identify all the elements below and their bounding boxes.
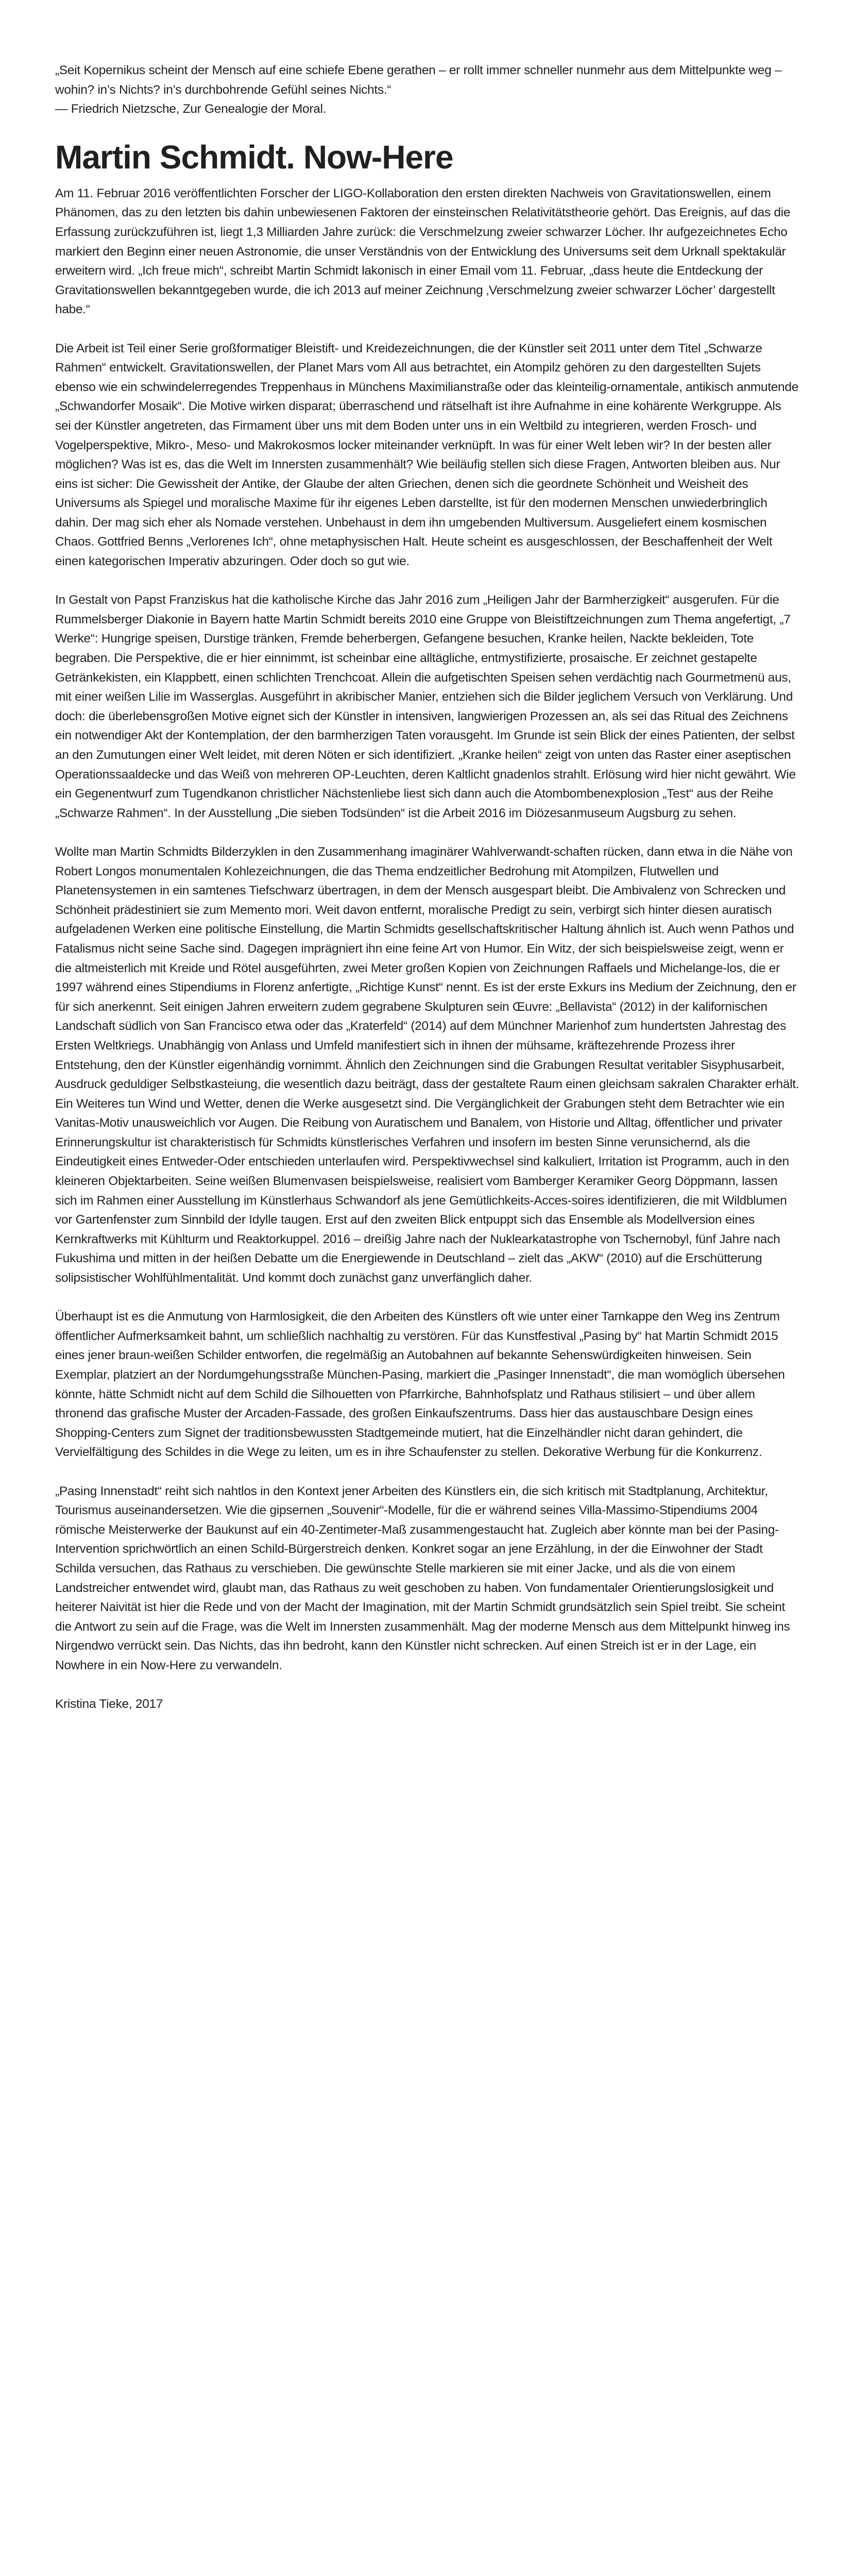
- paragraph: Die Arbeit ist Teil einer Serie großformatiger Bleistift- und Kreidezeichnungen, die der Künstler seit 2011 unter dem Titel „Schwarze Rahmen“ entwickelt. Gravitationswellen, der Planet Mars vom All aus betrachtet, ein Atompilz gehören zu den dargestellten Sujets ebenso wie ein schwindelerregendes Treppenhaus in Münchens Maximilianstraße oder das kleinteilig-ornamentale, antikisch anmutende „Schwandorfer Mosaik“. Die Motive wirken disparat; überraschend und rätselhaft ist ihre Aufnahme in eine kohärente Werkgruppe. Als sei der Künstler angetreten, das Firmament über uns mit dem Boden unter uns in ein Weltbild zu integrieren, werden Frosch- und Vogelperspektive, Mikro-, Meso- und Makrokosmos locker miteinander verknüpft. In was für einer Welt leben wir? In der besten aller möglichen? Was ist es, das die Welt im Innersten zusammenhält? Wie beiläufig stellen sich diese Fragen, Antworten bleiben aus. Nur eins ist sicher: Die Gewissheit der Antike, der Glaube der alten Griechen, denen sich die geordnete Schönheit und Weisheit des Universums als Spiegel und moralische Maxime für ihr eigenes Leben darstellte, ist für den modernen Menschen unwiederbringlich dahin. Der mag sich eher als Nomade verstehen. Unbehaust in dem ihn umgebenden Multiversum. Ausgeliefert einem kosmischen Chaos. Gottfried Benns „Verlorenes Ich“, ohne metaphysischen Halt. Heute scheint es ausgeschlossen, der Beschaffenheit der Welt einen kategorischen Imperativ abzuringen. Oder doch so gut wie.: [55, 341, 799, 569]
- paragraph: In Gestalt von Papst Franziskus hat die katholische Kirche das Jahr 2016 zum „Heiligen Jahr der Barmherzigkeit“ ausgerufen. Für die Rummelsberger Diakonie in Bayern hatte Martin Schmidt bereits 2010 eine Gruppe von Bleistiftzeichnungen zum Thema angefertigt, „7 Werke“: Hungrige speisen, Durstige tränken, Fremde beherbergen, Gefangene besuchen, Kranke heilen, Nackte bekleiden, Tote begraben. Die Perspektive, die er hier einnimmt, ist scheinbar eine alltägliche, entmystifizierte, prosaische. Er zeichnet gestapelte Getränkekisten, ein Klappbett, einen schlichten Trenchcoat. Allein die aufgetischten Speisen sehen verdächtig nach Gourmetmenü aus, mit einer weißen Lilie im Wasserglas. Ausgeführt in akribischer Manier, entziehen sich die Bilder jeglichem Versuch von Verklärung. Und doch: die überlebensgroßen Motive eignet sich der Künstler in intensiven, langwierigen Prozessen an, als sei das Ritual des Zeichnens ein notwendiger Akt der Kontemplation, der den barmherzigen Taten vorausgeht. Im Grunde ist sein Blick der eines Patienten, der selbst an den Zumutungen einer Welt leidet, mit deren Nöten er sich identifiziert. „Kranke heilen“ zeigt von unten das Raster einer aseptischen Operationssaaldecke und das Weiß von mehreren OP-Leuchten, deren Kaltlicht gnadenlos strahlt. Erlösung wird hier nicht gewährt. Wie ein Gegenentwurf zum Tugendkanon christlicher Nächstenliebe liest sich dann auch die Atombombenexplosion „Test“ aus der Reihe „Schwarze Rahmen“. In der Ausstellung „Die sieben Todsünden“ ist die Arbeit 2016 im Diözesanmuseum Augsburg zu sehen.: [55, 593, 796, 820]
- paragraph: Wollte man Martin Schmidts Bilderzyklen in den Zusammenhang imaginärer Wahlverwandt-schaften rücken, dann etwa in die Nähe von Robert Longos monumentalen Kohlezeichnungen, die das Thema endzeitlicher Bedrohung mit Atompilzen, Flutwellen und Planetensystemen in ein samtenes Tiefschwarz übertragen, in dem der Mensch ausgespart bleibt. Die Ambivalenz von Schrecken und Schönheit prädestiniert sie zum Memento mori. Weit davon entfernt, moralische Predigt zu sein, verbirgt sich hinter diesen auratisch aufgeladenen Werken eine politische Einstellung, die Martin Schmidts gesellschaftskritischer Haltung ähnlich ist. Auch wenn Pathos und Fatalismus nicht seine Sache sind. Dagegen imprägniert ihn eine feine Art von Humor. Ein Witz, der sich beispielsweise zeigt, wenn er die altmeisterlich mit Kreide und Rötel ausgeführten, zwei Meter großen Kopien von Zeichnungen Raffaels und Michelange-los, die er 1997 während eines Stipendiums in Florenz anfertigte, „Richtige Kunst“ nennt. Es ist der erste Exkurs ins Medium der Zeichnung, den er für sich anerkennt. Seit einigen Jahren erweitern zudem gegrabene Skulpturen sein Œuvre: „Bellavista“ (2012) in der kalifornischen Landschaft südlich von San Francisco etwa oder das „Kraterfeld“ (2014) auf dem Münchner Marienhof zum hundertsten Jahrestag des Ersten Weltkriegs. Unabhängig von Anlass und Umfeld manifestiert sich in ihnen der mühsame, kräftezehrende Prozess ihrer Entstehung, den der Künstler eigenhändig vornimmt. Ähnlich den Zeichnungen sind die Grabungen Resultat veritabler Sisyphusarbeit, Ausdruck geduldiger Selbstkasteiung, die wesentlich dazu beiträgt, dass der gestaltete Raum einen gleichsam sakralen Charakter erhält. Ein Weiteres tun Wind und Wetter, denen die Werke ausgesetzt sind. Die Vergänglichkeit der Grabungen steht dem Betrachter wie ein Vanitas-Motiv unausweichlich vor Augen. Die Reibung von Auratischem und Banalem, von Historie und Alltag, öffentlicher und privater Erinnerungskultur ist charakteristisch für Schmidts künstlerisches Verfahren und insofern im besten Sinne verunsichernd, als die Eindeutigkeit eines Entweder-Oder entschieden unterlaufen wird. Perspektivwechsel sind kalkuliert, Irritation ist Programm, auch in den kleineren Objektarbeiten. Seine weißen Blumenvasen beispielsweise, realisiert vom Bamberger Keramiker Georg Döppmann, lassen sich im Rahmen einer Ausstellung im Künstlerhaus Schwandorf als jene Gemütlichkeits-Acces-soires identifizieren, die mit Wildblumen vor Gartenfenster zum Sinnbild der Idylle taugen. Erst auf den zweiten Blick entpuppt sich das Ensemble als Modellversion eines Kernkraftwerks mit Kühlturm und Reaktorkuppel. 2016 – dreißig Jahre nach der Nuklearkatastrophe von Tschernobyl, fünf Jahre nach Fukushima und mitten in der heißen Debatte um die Energiewende in Deutschland – zielt das „AKW“ (2010) auf die Erschütterung solipsistischer Wohlfühlmentalität. Und kommt doch zunächst ganz unverfänglich daher.: [55, 844, 799, 1285]
- paragraph: „Pasing Innenstadt“ reiht sich nahtlos in den Kontext jener Arbeiten des Künstlers ein, die sich kritisch mit Stadtplanung, Architektur, Tourismus auseinandersetzen. Wie die gipsernen „Souvenir“-Modelle, für die er während seines Villa-Massimo-Stipendiums 2004 römische Meisterwerke der Baukunst auf ein 40-Zentimeter-Maß zusammengestaucht hat. Zugleich aber könnte man bei der Pasing-Intervention sprichwörtlich an einen Schild-Bürgerstreich denken. Konkret sogar an jene Erzählung, in der die Einwohner der Stadt Schilda versuchen, das Rathaus zu verschieben. Die gewünschte Stelle markieren sie mit einer Jacke, und als die von einem Landstreicher entwendet wird, glaubt man, das Rathaus zu weit geschoben zu haben. Von fundamentaler Orientierungslosigkeit und heiterer Naivität ist hier die Rede und von der Macht der Imagination, mit der Martin Schmidt grundsätzlich sein Spiel treibt. Sie scheint die Antwort zu sein auf die Frage, was die Welt im Innersten zusammenhält. Mag der moderne Mensch aus dem Mittelpunkt hinweg ins Nirgendwo verrückt sein. Das Nichts, das ihn bedroht, kann den Künstler nicht schrecken. Auf einen Streich ist er in der Lage, ein Nowhere in ein Now-Here zu verwandeln.: [55, 1484, 790, 1672]
- epigraph-quote: „Seit Kopernikus scheint der Mensch auf eine schiefe Ebene gerathen – er rollt immer schneller nunmehr aus dem Mittelpunkte weg – wohin? in’s Nichts? in’s durchbohrende Gefühl seines Nichts.“: [55, 63, 782, 97]
- epigraph-attribution: — Friedrich Nietzsche, Zur Genealogie der Moral.: [55, 102, 327, 116]
- paragraph: Am 11. Februar 2016 veröffentlichten Forscher der LIGO-Kollaboration den ersten direkten Nachweis von Gravitationswellen, einem Phänomen, das zu den letzten bis dahin unbewiesenen Faktoren der einsteinschen Relativitätstheorie gehört. Das Ereignis, auf das die Erfassung zurückzuführen ist, liegt 1,3 Milliarden Jahre zurück: die Verschmelzung zweier schwarzer Löcher. Ihr aufgezeichnetes Echo markiert den Beginn einer neuen Astronomie, die unser Verständnis von der Entwicklung des Universums seit dem Urknall spektakulär erweitern wird. „Ich freue mich“, schreibt Martin Schmidt lakonisch in einer Email vom 11. Februar, „dass heute die Entdeckung der Gravitationswellen bekanntgegeben wurde, die ich 2013 auf meiner Zeichnung ‚Verschmelzung zweier schwarzer Löcher’ dargestellt habe.“: [55, 186, 791, 317]
- author-signature: Kristina Tieke, 2017: [55, 1697, 163, 1711]
- article-body: [55, 184, 799, 1675]
- article-title: Martin Schmidt. Now-Here: [55, 138, 453, 176]
- epigraph: [55, 61, 799, 119]
- paragraph: Überhaupt ist es die Anmutung von Harmlosigkeit, die den Arbeiten des Künstlers oft wie unter einer Tarnkappe den Weg ins Zentrum öffentlicher Aufmerksamkeit bahnt, um schließlich nachhaltig zu verstören. Für das Kunstfestival „Pasing by“ hat Martin Schmidt 2015 eines jener braun-weißen Schilder entworfen, die regelmäßig an Autobahnen auf bekannte Sehenswürdigkeiten hinweisen. Sein Exemplar, platziert an der Nordumgehungsstraße München-Pasing, markiert die „Pasinger Innenstadt“, die man womöglich übersehen könnte, hätte Schmidt nicht auf dem Schild die Silhouetten von Pfarrkirche, Bahnhofsplatz und Rathaus stilisiert – und über allem thronend das grafische Muster der Arcaden-Fassade, des großen Einkaufszentrums. Dass hier das austauschbare Design eines Shopping-Centers zum Signet der traditionsbewussten Stadtgemeinde mutiert, hat die Einzelhändler nicht daran gehindert, die Vervielfältigung des Schildes in die Wege zu leiten, um es in ihre Schaufenster zu stellen. Dekorative Werbung für die Konkurrenz.: [55, 1310, 785, 1460]
